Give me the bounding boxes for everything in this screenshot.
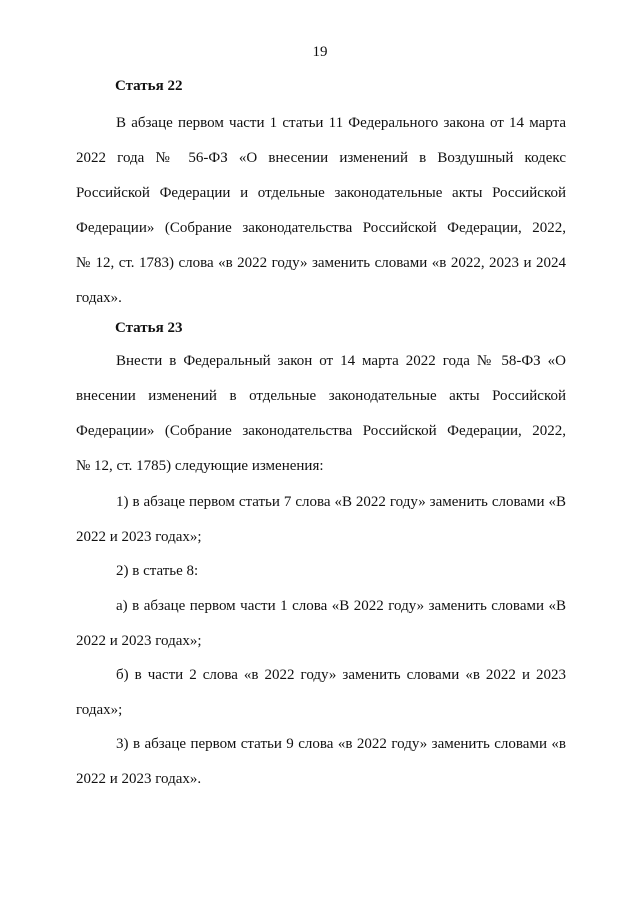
article-23-item-3: 3) в абзаце первом статьи 9 слова «в 2022 году» заменить словами «в 2022 и 2023 годах». <box>76 736 566 787</box>
page-number: 19 <box>312 44 328 60</box>
article-22-heading: Статья 22 <box>115 78 183 94</box>
article-23-item-2b: б) в части 2 слова «в 2022 году» заменить словами «в 2022 и 2023 годах»; <box>76 667 566 718</box>
article-23-heading: Статья 23 <box>115 320 183 336</box>
article-22-text: В абзаце первом части 1 статьи 11 Федерального закона от 14 марта 2022 года № 56-ФЗ «О внесении изменений в Воздушный кодекс Российской Федерации и отдельные законодательные акты Российской Федерации» (Собрание законодательства Российской Федерации, 2022, № 12, ст. 1783) слова «в 2022 году» заменить словами «в 2022, 2023 и 2024 годах». <box>76 115 566 306</box>
article-23-intro: Внести в Федеральный закон от 14 марта 2022 года № 58-ФЗ «О внесении изменений в отдельные законодательные акты Российской Федерации» (Собрание законодательства Российской Федерации, 2022, № 12, ст. 1785) следующие изменения: <box>76 353 566 474</box>
article-23-item-2a: а) в абзаце первом части 1 слова «В 2022 году» заменить словами «В 2022 и 2023 годах»; <box>76 598 566 649</box>
article-23-item-1: 1) в абзаце первом статьи 7 слова «В 2022 году» заменить словами «В 2022 и 2023 годах»; <box>76 494 566 545</box>
article-23-item-2: 2) в статье 8: <box>116 563 199 579</box>
